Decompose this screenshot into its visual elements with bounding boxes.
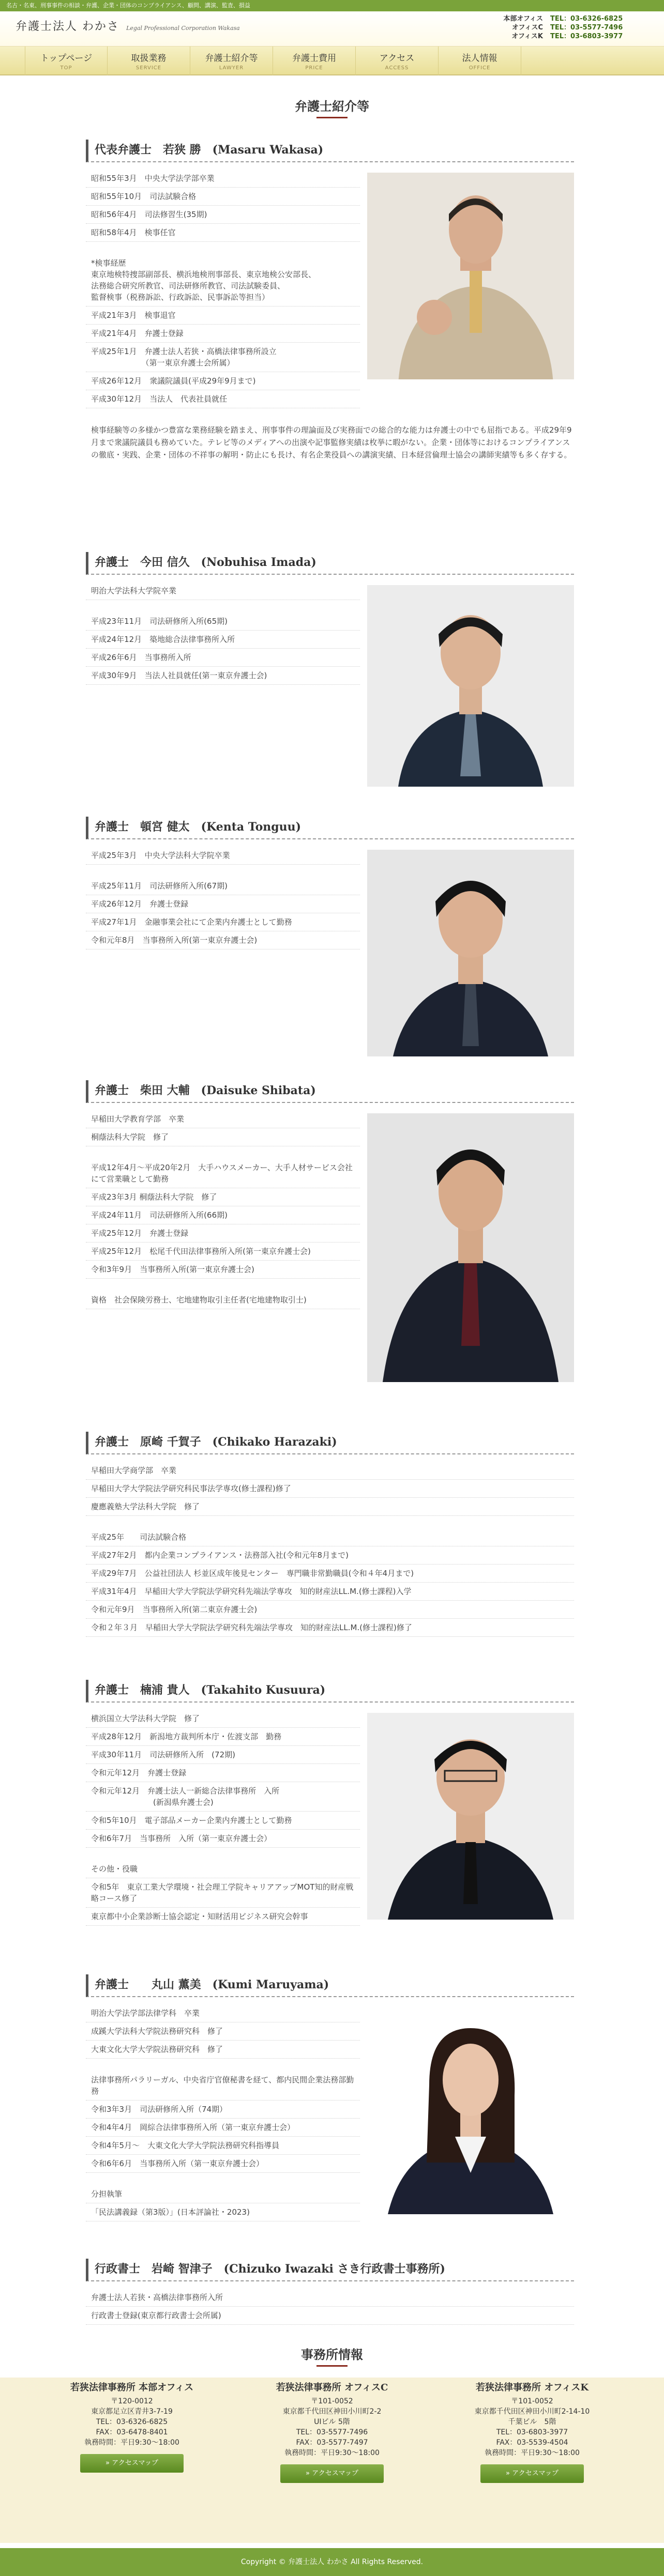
nav-item-access[interactable]	[356, 47, 439, 75]
lawyer-bio	[86, 1103, 360, 1309]
office-phones	[488, 14, 643, 41]
bio-item: 昭和55年3月 中央大学法学部卒業	[86, 170, 360, 188]
nav-item-office[interactable]	[439, 47, 521, 75]
access-map-button[interactable]: » アクセスマップ	[280, 2464, 384, 2483]
logo-name: 弁護士法人 わかさ	[16, 20, 119, 33]
lawyer-section-imada	[86, 552, 574, 685]
nav-item-service[interactable]	[108, 47, 190, 75]
bio-item: 平成25年12月 松尾千代田法律事務所入所(第一東京弁護士会)	[86, 1243, 360, 1261]
nav-sublabel: ACCESS	[385, 65, 409, 71]
lawyer-section-kusuura	[86, 1680, 574, 1926]
office-card-name: 若狭法律事務所 オフィスK	[476, 2382, 588, 2393]
nav-sublabel: PRICE	[305, 65, 323, 71]
bio-item: 平成31年4月 早稲田大学大学院法学研究科先端法学専攻 知的財産法LL.M.(修士課程)入学	[86, 1583, 574, 1601]
bio-item: 令和5年10月 電子部品メーカー企業内弁護士として勤務	[86, 1812, 360, 1830]
office-address-2: 千葉ビル 5階	[508, 2418, 556, 2426]
office-phone-row	[488, 23, 643, 32]
lawyer-photo-imada	[367, 585, 574, 787]
office-fax: FAX：03-6478-8401	[96, 2428, 168, 2436]
bio-item: 平成29年7月 公益社団法人 杉並区成年後見センター 専門職非常勤職員(令和４年4月まで)	[86, 1565, 574, 1583]
lawyer-section-tonguu	[86, 817, 574, 949]
office-fax: FAX：03-5577-7497	[296, 2439, 368, 2447]
bio-item: 令和元年8月 当事務所入所(第一東京弁護士会)	[86, 931, 360, 949]
page-title: 弁護士紹介等	[295, 99, 369, 114]
lawyer-description: 検事経験等の多様かつ豊富な業務経験を踏まえ、刑事事件の理論面及び実務面での総合的な能力は弁護士の中でも屈指である。平成29年9月まで衆議院議員も務めていた。テレビ等のメディアへの出演や記事監修実績は枚挙に暇がない。企業・団体等におけるコンプライアンスの徹底・実践、企業・団体の不祥事の解明・防止にも長け、有名企業役員への講演実績、日本経営倫理士協会の講師実績等も多く存する。	[91, 425, 572, 459]
bio-item: 平成23年11月 司法研修所入所(65期)	[86, 612, 360, 631]
office-info-title: 事務所情報	[301, 2347, 363, 2362]
nav-sublabel: OFFICE	[469, 65, 491, 71]
bio-item: 令和元年12月 弁護士法人一新総合法律事務所 入所	[91, 1786, 280, 1796]
nav-label: アクセス	[379, 53, 415, 64]
office-tel[interactable]: TEL：03-6803-3977	[496, 2428, 568, 2436]
bio-item: 法務総合研究所教官、司法研修所教官、司法試験委員、	[91, 281, 285, 290]
lawyer-photo-shibata	[367, 1113, 574, 1382]
office-zip: 〒120-0012	[111, 2397, 153, 2405]
bio-item: 昭和58年4月 検事任官	[86, 224, 360, 242]
office-phone-row	[488, 32, 643, 41]
office-tel[interactable]: TEL：03-6326-6825	[550, 15, 623, 23]
nav-sublabel: LAWYER	[219, 65, 244, 71]
top-banner	[0, 0, 664, 11]
lawyer-heading: 弁護士 頓宮 健太 (Kenta Tonguu)	[86, 817, 574, 839]
office-address: 東京都千代田区神田小川町2-14-10	[474, 2408, 590, 2416]
bio-item: 横浜国立大学法科大学院 修了	[86, 1710, 360, 1728]
bio-item: 平成25年3月 中央大学法科大学院卒業	[86, 847, 360, 865]
bio-item: 平成30年9月 当法人社員就任(第一東京弁護士会)	[86, 667, 360, 685]
bio-item: 令和3年3月 司法研修所入所（74期）	[86, 2100, 360, 2119]
nav-label: 法人情報	[462, 53, 497, 64]
bio-item: 令和元年9月 当事務所入所(第二東京弁護士会)	[86, 1601, 574, 1619]
bio-item: 令和6年6月 当事務所入所（第一東京弁護士会）	[86, 2155, 360, 2173]
bio-item: 大東文化大学大学院法務研究科 修了	[86, 2041, 360, 2059]
lawyer-section-shibata	[86, 1080, 574, 1309]
bio-item: 平成30年11月 司法研修所入所 (72期)	[86, 1746, 360, 1764]
office-info-section	[0, 2378, 664, 2543]
bio-item: 令和元年12月 弁護士登録	[86, 1764, 360, 1782]
office-card-name: 若狭法律事務所 オフィスC	[276, 2382, 388, 2393]
nav-label: 弁護士費用	[292, 53, 336, 64]
bio-item: 令和4年5月～ 大東文化大学大学院法務研究科指導員	[86, 2137, 360, 2155]
office-name: オフィスK	[511, 33, 543, 40]
bio-item: 平成24年11月 司法研修所入所(66期)	[86, 1206, 360, 1224]
bio-item: 明治大学法学部法律学科 卒業	[86, 2004, 360, 2022]
logo-english: Legal Professional Corporation Wakasa	[126, 25, 240, 32]
office-card-main	[47, 2383, 217, 2473]
nav-item-lawyer[interactable]	[190, 47, 273, 75]
nav-label: トップページ	[40, 53, 93, 64]
bio-item: 平成12年4月～平成20年2月 大手ハウスメーカー、大手人材サービス会社にて営業職として勤務	[86, 1159, 360, 1188]
site-footer	[0, 2548, 664, 2576]
office-name: オフィスC	[511, 24, 543, 32]
site-header	[0, 11, 664, 47]
lawyer-bio	[86, 2281, 574, 2325]
lawyer-section-iwazaki	[86, 2259, 574, 2325]
top-banner-text: 名古・名東、刑事事件の相談・弁護、企業・団体のコンプライアンス、顧問、講演、監査、損益	[6, 2, 250, 9]
bio-item: 早稲田大学商学部 卒業	[86, 1462, 574, 1480]
bio-item: 早稲田大学大学院法学研究科民事法学専攻(修士課程)修了	[86, 1480, 574, 1498]
bio-item: 東京地検特捜部副部長、横浜地検刑事部長、東京地検公安部長、	[91, 270, 316, 279]
bio-item: 平成25年 司法試験合格	[86, 1528, 574, 1546]
nav-item-top[interactable]	[25, 47, 108, 75]
office-hours: 執務時間：平日9:30～18:00	[84, 2439, 179, 2447]
bio-item: 令和3年9月 当事務所入所(第一東京弁護士会)	[86, 1261, 360, 1279]
lawyer-photo-tonguu	[367, 850, 574, 1056]
office-phone-row	[488, 14, 643, 23]
lawyer-bio	[86, 839, 360, 949]
bio-item: 行政書士登録(東京都行政書士会所属)	[86, 2307, 574, 2325]
lawyer-bio	[86, 1454, 574, 1637]
lawyer-bio	[86, 1997, 360, 2221]
copyright-text: Copyright © 弁護士法人 わかさ All Rights Reserved.	[240, 2558, 424, 2566]
bio-item: 慶應義塾大学法科大学院 修了	[86, 1498, 574, 1516]
bio-item: 昭和56年4月 司法修習生(35期)	[86, 206, 360, 224]
bio-item: 平成27年2月 都内企業コンプライアンス・法務部入社(令和元年8月まで)	[86, 1546, 574, 1565]
bio-item: 平成25年11月 司法研修所入所(67期)	[86, 877, 360, 895]
access-map-button[interactable]: » アクセスマップ	[80, 2454, 184, 2473]
bio-item: 平成26年12月 衆議院議員(平成29年9月まで)	[86, 372, 360, 390]
lawyer-bio	[86, 1703, 360, 1926]
bio-item: (新潟県弁護士会)	[86, 1797, 360, 1812]
bio-item: 平成28年12月 新潟地方裁判所本庁・佐渡支部 勤務	[86, 1728, 360, 1746]
lawyer-heading: 弁護士 今田 信久 (Nobuhisa Imada)	[86, 552, 574, 575]
office-tel[interactable]: TEL：03-5577-7496	[550, 24, 623, 32]
bio-item: （第一東京弁護士会所属）	[86, 357, 360, 372]
lawyer-photo-maruyama	[367, 2007, 574, 2214]
bio-item: 平成27年1月 金融事業会社にて企業内弁護士として勤務	[86, 913, 360, 931]
office-fax: FAX：03-5539-4504	[496, 2439, 568, 2447]
lawyer-heading: 弁護士 丸山 薫美 (Kumi Maruyama)	[86, 1974, 574, 1997]
lawyer-heading: 弁護士 柴田 大輔 (Daisuke Shibata)	[86, 1080, 574, 1103]
office-info-underline	[316, 2365, 348, 2367]
bio-item: *検事経歴	[91, 258, 126, 268]
nav-item-price[interactable]	[273, 47, 356, 75]
nav-label: 弁護士紹介等	[205, 53, 258, 64]
lawyer-section-maruyama	[86, 1974, 574, 2221]
site-logo[interactable]	[16, 18, 240, 34]
office-tel[interactable]: TEL：03-5577-7496	[296, 2428, 368, 2436]
bio-item: 桐蔭法科大学院 修了	[86, 1128, 360, 1146]
bio-item: 法律事務所パラリーガル、中央省庁官僚秘書を経て、都内民間企業法務部勤務	[86, 2071, 360, 2100]
bio-item: 東京都中小企業診断士協会認定・知財活用ビジネス研究会幹事	[86, 1908, 360, 1926]
lawyer-bio	[86, 575, 360, 685]
lawyer-bio	[86, 162, 360, 408]
nav-label: 取扱業務	[131, 53, 167, 64]
lawyer-heading: 行政書士 岩崎 智津子 (Chizuko Iwazaki さき行政書士事務所)	[86, 2259, 574, 2281]
office-hours: 執務時間：平日9:30～18:00	[284, 2449, 380, 2457]
bio-item: 平成21年4月 弁護士登録	[86, 325, 360, 343]
bio-item: 平成25年12月 弁護士登録	[86, 1224, 360, 1243]
bio-item: その他・役職	[86, 1860, 360, 1878]
office-tel[interactable]: TEL：03-6803-3977	[550, 33, 623, 40]
office-address: 東京都足立区青井3-7-19	[91, 2408, 173, 2416]
lawyer-section-wakasa	[86, 140, 574, 461]
bio-item: 資格 社会保険労務士、宅地建物取引主任者(宅地建物取引士)	[86, 1291, 360, 1309]
bio-item: 昭和55年10月 司法試験合格	[86, 188, 360, 206]
office-card-name: 若狭法律事務所 本部オフィス	[70, 2382, 194, 2393]
main-nav	[0, 47, 664, 75]
office-card-k	[447, 2383, 617, 2483]
nav-sublabel: SERVICE	[135, 65, 162, 71]
bio-item: 平成24年12月 築地総合法律事務所入所	[86, 631, 360, 649]
bio-item: 平成26年6月 当事務所入所	[86, 649, 360, 667]
bio-item: 平成21年3月 検事退官	[86, 306, 360, 325]
bio-item: 平成23年3月 桐蔭法科大学院 修了	[86, 1188, 360, 1206]
office-address: 東京都千代田区神田小川町2-2	[282, 2408, 382, 2416]
lawyer-heading: 代表弁護士 若狭 勝 (Masaru Wakasa)	[86, 140, 574, 162]
lawyer-heading: 弁護士 楠浦 貴人 (Takahito Kusuura)	[86, 1680, 574, 1703]
bio-item: 成蹊大学法科大学院法務研究科 修了	[86, 2022, 360, 2041]
bio-item: 平成25年1月 弁護士法人若狭・高橋法律事務所設立	[91, 347, 277, 356]
nav-sublabel: TOP	[60, 65, 72, 71]
bio-item: 早稲田大学教育学部 卒業	[86, 1110, 360, 1128]
office-zip: 〒101-0052	[511, 2397, 553, 2405]
bio-item: 令和5年 東京工業大学環境・社会理工学院キャリアアップMOT知的財産戦略コース修了	[86, 1878, 360, 1908]
lawyer-photo-wakasa	[367, 173, 574, 379]
lawyer-section-harazaki	[86, 1432, 574, 1637]
title-underline	[316, 117, 348, 118]
bio-item: 分担執筆	[86, 2185, 360, 2203]
office-zip: 〒101-0052	[311, 2397, 353, 2405]
bio-item: 平成30年12月 当法人 代表社員就任	[86, 390, 360, 408]
bio-item: 「民法講義録（第3版）」(日本評論社・2023)	[86, 2203, 360, 2221]
access-map-button[interactable]: » アクセスマップ	[480, 2464, 584, 2483]
office-card-c	[247, 2383, 417, 2483]
bio-item: 令和6年7月 当事務所 入所（第一東京弁護士会）	[86, 1830, 360, 1848]
office-tel[interactable]: TEL：03-6326-6825	[96, 2418, 168, 2426]
lawyer-photo-kusuura	[367, 1713, 574, 1920]
bio-item: 監督検事（税務訴訟、行政訴訟、民事訴訟等担当）	[86, 292, 360, 306]
lawyer-heading: 弁護士 原崎 千賀子 (Chikako Harazaki)	[86, 1432, 574, 1454]
bio-item: 令和4年4月 岡綜合法律事務所入所（第一東京弁護士会）	[86, 2119, 360, 2137]
office-name: 本部オフィス	[503, 15, 543, 23]
office-hours: 執務時間：平日9:30～18:00	[485, 2449, 580, 2457]
bio-item: 明治大学法科大学院卒業	[86, 582, 360, 600]
bio-item: 令和２年３月 早稲田大学大学院法学研究科先端法学専攻 知的財産法LL.M.(修士課程)修了	[86, 1619, 574, 1637]
bio-item: 弁護士法人若狭・高橋法律事務所入所	[86, 2289, 574, 2307]
bio-item: 平成26年12月 弁護士登録	[86, 895, 360, 913]
office-address-2: UIビル 5階	[314, 2418, 350, 2426]
